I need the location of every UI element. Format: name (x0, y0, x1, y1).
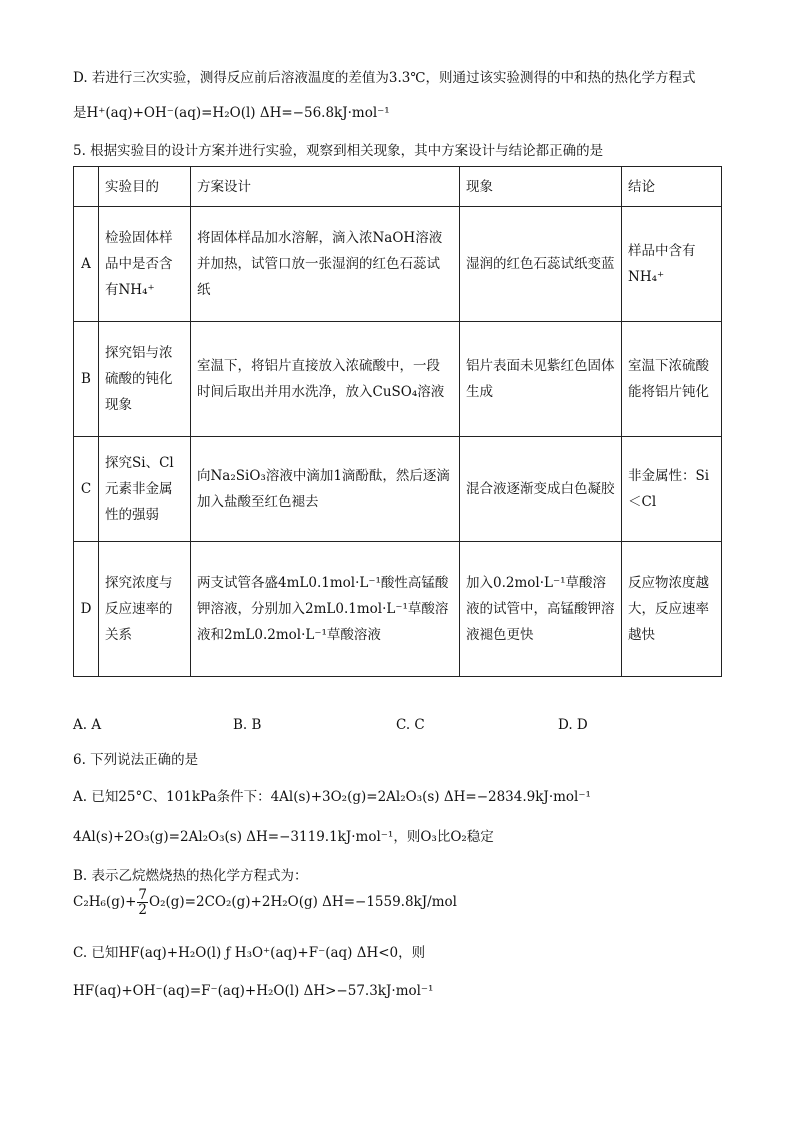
table-row-a (74, 207, 722, 322)
q6-option-a-line1 (73, 785, 591, 805)
q6-stem: 6. 下列说法正确的是 (73, 752, 199, 768)
q6-b-fraction (137, 888, 148, 917)
q4-option-d-equation: H⁺(aq)+OH⁻(aq)=H₂O(l) ΔH=−56.8kJ·mol⁻¹ (86, 105, 390, 121)
q6-a-equation2: 4Al(s)+2O₃(g)=2Al₂O₃(s) ΔH=−3119.1kJ·mol⁻¹ (73, 829, 394, 845)
q6-option-c-line2 (73, 983, 433, 999)
q5-table (73, 166, 722, 677)
row-purpose: 检验固体样品中是否含有NH₄⁺ (99, 207, 191, 322)
header-phenomenon: 现象 (460, 167, 622, 207)
table-row-b (74, 322, 722, 437)
q4-option-d-line2 (73, 101, 390, 121)
q6-b-eq-left: C₂H₆(g)+ (73, 894, 137, 910)
q6-c-suffix: ，则 (398, 945, 426, 961)
row-purpose: 探究铝与浓硫酸的钝化现象 (99, 322, 191, 437)
q6-option-b-line1: B. 表示乙烷燃烧热的热化学方程式为： (73, 868, 308, 884)
fraction-denominator: 2 (138, 902, 148, 918)
q4-option-d-prefix: 是 (73, 105, 87, 121)
row-purpose: 探究Si、Cl元素非金属性的强弱 (99, 437, 191, 542)
row-design: 向Na₂SiO₃溶液中滴加1滴酚酞，然后逐滴加入盐酸至红色褪去 (191, 437, 460, 542)
row-phenomenon: 混合液逐渐变成白色凝胶 (460, 437, 622, 542)
row-phenomenon: 铝片表面未见紫红色固体生成 (460, 322, 622, 437)
header-label (74, 167, 99, 207)
row-design: 室温下，将铝片直接放入浓硫酸中，一段时间后取出并用水洗净，放入CuSO₄溶液 (191, 322, 460, 437)
q6-option-c-line1 (73, 941, 425, 961)
q5-option-b: B. B (233, 717, 262, 733)
row-label: C (74, 437, 99, 542)
table-row-c (74, 437, 722, 542)
q6-c-equation1: HF(aq)+H₂O(l) ƒ H₃O⁺(aq)+F⁻(aq) ΔH<0 (118, 945, 399, 961)
q6-b-eq-right: O₂(g)=2CO₂(g)+2H₂O(g) ΔH=−1559.8kJ/mol (149, 894, 457, 910)
row-conclusion: 非金属性：Si＜Cl (622, 437, 722, 542)
q6-a-equation1: 4Al(s)+3O₂(g)=2Al₂O₃(s) ΔH=−2834.9kJ·mol⁻¹ (270, 789, 591, 805)
table-row-d (74, 542, 722, 677)
row-conclusion: 样品中含有NH₄⁺ (622, 207, 722, 322)
q6-a-prefix: A. 已知25°C、101kPa条件下： (73, 789, 271, 805)
row-design: 两支试管各盛4mL0.1mol·L⁻¹酸性高锰酸钾溶液，分别加入2mL0.1mol·L⁻¹草酸溶液和2mL0.2mol·L⁻¹草酸溶液 (191, 542, 460, 677)
row-purpose: 探究浓度与反应速率的关系 (99, 542, 191, 677)
q5-option-a: A. A (73, 717, 102, 733)
row-label: B (74, 322, 99, 437)
header-design: 方案设计 (191, 167, 460, 207)
row-conclusion: 室温下浓硫酸能将铝片钝化 (622, 322, 722, 437)
fraction-numerator: 7 (138, 887, 148, 903)
row-label: A (74, 207, 99, 322)
q5-stem: 5. 根据实验目的设计方案并进行实验，观察到相关现象，其中方案设计与结论都正确的是 (73, 143, 604, 159)
q5-option-d: D. D (558, 717, 588, 733)
q6-option-a-line2 (73, 825, 494, 845)
header-purpose: 实验目的 (99, 167, 191, 207)
q6-option-b-equation (73, 888, 457, 917)
q5-option-c: C. C (396, 717, 425, 733)
table-header-row (74, 167, 722, 207)
row-phenomenon: 加入0.2mol·L⁻¹草酸溶液的试管中，高锰酸钾溶液褪色更快 (460, 542, 622, 677)
row-phenomenon: 湿润的红色石蕊试纸变蓝 (460, 207, 622, 322)
row-label: D (74, 542, 99, 677)
row-design: 将固体样品加水溶解，滴入浓NaOH溶液并加热，试管口放一张湿润的红色石蕊试纸 (191, 207, 460, 322)
q6-c-equation2: HF(aq)+OH⁻(aq)=F⁻(aq)+H₂O(l) ΔH>−57.3kJ·mol⁻¹ (73, 983, 434, 999)
header-conclusion: 结论 (622, 167, 722, 207)
q6-c-prefix: C. 已知 (73, 945, 119, 961)
row-conclusion: 反应物浓度越大，反应速率越快 (622, 542, 722, 677)
q4-option-d-line1: D. 若进行三次实验，测得反应前后溶液温度的差值为3.3℃，则通过该实验测得的中和热的热化学方程式 (73, 70, 696, 86)
q6-a-suffix: ，则O₃比O₂稳定 (393, 829, 494, 845)
